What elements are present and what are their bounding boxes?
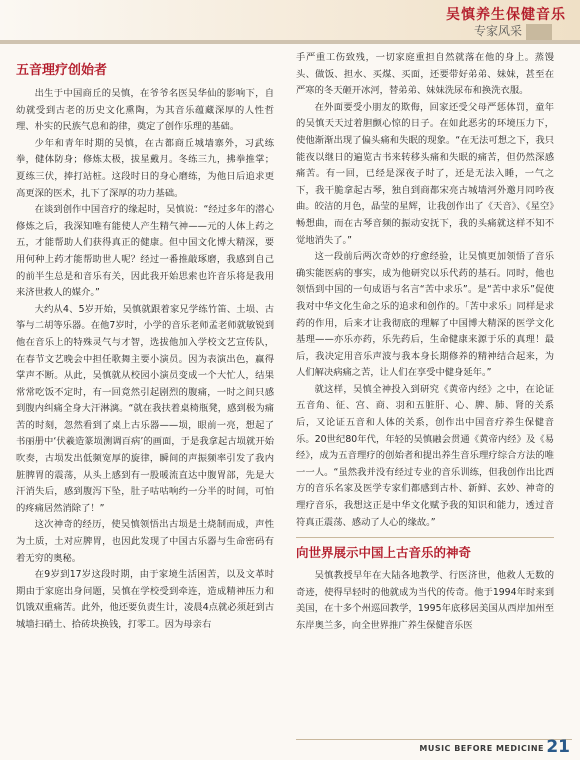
- header-rule: [0, 40, 580, 44]
- left-paragraph-4: 大约从4、5岁开始，吴慎就跟着家兄学练竹笛、土埙、古筝与二胡等乐器。在他7岁时，小学的音乐老师孟老师就敏锐到他在音乐上的特殊灵气与才智，选拔他加入学校文艺宣传队，在春节文艺晚会中担任歌舞主要小演员。因为表演出色，赢得掌声不断。从此，吴慎就从校园小演员变成一个大忙人，结果常常吃饭不定时，有一回竟然引起剧烈的腹痛，一时之间只感到腹内纠痛全身大汗淋漓。“就在我扶着桌椅瓶凳，感到极为痛苦的时刻，忽然看到了桌上古乐器——埙，眼前一亮，想起了书丽册中‘伏羲造篆埙测调百病’的画面，于是我拿起古埙就开始吹奏，古埙发出低频宽厚的旋律，瞬间的声振频率引发了我内脏脾胃的震荡，从头上感到有一股暖流直达中腹胃部，先是大汗消失后，感到腹泻下坠，肚子咕咕响约一分半的时间，可怕的疼痛居然消除了！”: [16, 303, 274, 514]
- page-number: 21: [546, 737, 570, 757]
- right-paragraph-4: 就这样，吴慎全神投入到研究《黄帝内经》之中，在论证五音角、征、宫、商、羽和五脏肝、心、脾、肺、肾的关系后，又论证五音和人体的关系，创作出中国音疗养生保健音乐。20世纪80年代，年轻的吴慎融会贯通《黄帝内经》及《易经》，成为五音理疗的创始者和提出养生音乐理疗综合方法的唯一一人。“虽然我并没有经过专业的音乐训练，但我创作出比西方的音乐名家及医学专家们都感到古朴、新鲜、玄妙、神奇的理疗音乐，我想这正是中华文化赋予我的知识和能力，透过音符真正震荡、感动了人心的缘故。”: [296, 383, 554, 528]
- footer-rule: [296, 739, 572, 740]
- right-paragraph-1: 手严重工伤致残，一切家庭重担自然就落在他的身上。蒸馒头、做饭、担水、买煤、买面，还要带好弟弟、妹妹，甚至在严寒的冬天砸开冰河，替弟弟、妹妹洗尿布和换洗衣服。: [296, 52, 554, 97]
- header-title: 吴慎养生保健音乐: [446, 7, 566, 23]
- left-paragraph-3: 在谈到创作中国音疗的缘起时，吴慎说：“经过多年的潜心修炼之后，我深知唯有能使人产生精气神——元的人体上药之五，才能帮助人们获得真正的健康。但中国文化博大精深，要用何种上药才能帮助世人呢？经过一番推敲琢磨，我感到自己的前半生总是和音乐有关，因此我开始思索也许音乐将是我用来济世救人的媒介。”: [16, 204, 274, 299]
- right-column: [296, 50, 554, 635]
- left-paragraph-2: 少年和青年时期的吴慎，在古都商丘城墙寨外，习武练拳，健体防身；修炼太极，拔星戴月。冬练三九，拂拳推掌；夏练三伏，捧打站桩。这段时日的身心磨练，为他日后追求更高更深的医术，扎下了深厚的功力基础。: [16, 137, 274, 199]
- footer-tagline: MUSIC BEFORE MEDICINE: [419, 744, 544, 753]
- right-paragraph-2: 在外面要受小朋友的欺侮，回家还受父母严惩体罚，童年的吴慎天天过着胆颤心惊的日子。在如此恶劣的环境压力下，使他渐渐出现了偏头痛和失眠的现象。“在无法可想之下，我只能夜以继日的遍览古书来转移头痛和失眠的痛苦，但仍然深感痛苦。有一回，已经是深夜子时了，还是无法入睡，一气之下，我干脆拿起古琴，独自到商都宋亮古城墙河外邀月同吟夜曲。皎洁的月色，晶莹的星辉，让我创作出了《天音》、《星空》畅想曲，而在古琴音频的振动安抚下，我的头痛就这样不知不觉地消失了。”: [296, 101, 554, 246]
- header-tab-marker: [526, 24, 552, 40]
- section-title-founder: 五音理疗创始者: [16, 63, 108, 78]
- left-paragraph-6: 在9岁到17岁这段时期，由于家境生活困苦，以及文革时期由于家庭出身问题，吴慎在学校受到牵连，造成精神压力和饥饿双重痛苦。此外，他还要负责生计，凌晨4点就必须赶到古城墙扫硝土、拾砖块换钱，打零工。因为母亲右: [16, 569, 274, 630]
- left-paragraph-1: 出生于中国商丘的吴慎，在爷爷名医吴华仙的影响下，自幼就受到古老的历史文化熏陶，为其音乐蕴藏深厚的人性哲理、朴实的民族气息和韵律，奠定了创作乐理的基础。: [16, 88, 274, 133]
- right-paragraph-5: 吴慎教授早年在大陆各地教学、行医济世，他救人无数的奇迹，使得早轻时的他就成为当代的传奇。他于1994年时来到美国，在十多个州巡回教学，1995年底移居美国从西岸加州至东岸奥兰多，向全世界推广养生保健音乐医: [296, 570, 554, 631]
- left-column: [16, 54, 274, 634]
- right-paragraph-3: 这一段前后两次奇妙的疗愈经验，让吴慎更加领悟了音乐确实能医病的事实，成为他研究以乐代药的基石。同时，他也领悟到中国的一句成语与名言“苦中求乐”。是“苦中求乐”促使我对中华文化生命之乐的追求和创作的。「苦中求乐」同样是求药的作用，后来才让我彻底的理解了中国博大精深的医学文化基理——亦乐亦药，乐先药后，生命健康来源于乐的真理！最后，我决定用音乐声波与我本身长期修养的精神结合起来，为人们解决病痛之苦，让人们在享受中健身延年。”: [296, 251, 554, 379]
- section-title-world: 向世界展示中国上古音乐的神奇: [296, 537, 554, 562]
- left-paragraph-5: 这次神奇的经历，使吴慎领悟出古埙是土烧制而成，声性为土质，土对应脾胃，也因此发现了中国古乐器与生命密码有着无穷的奥秘。: [16, 519, 274, 564]
- header-subtitle: 专家风采: [473, 24, 522, 38]
